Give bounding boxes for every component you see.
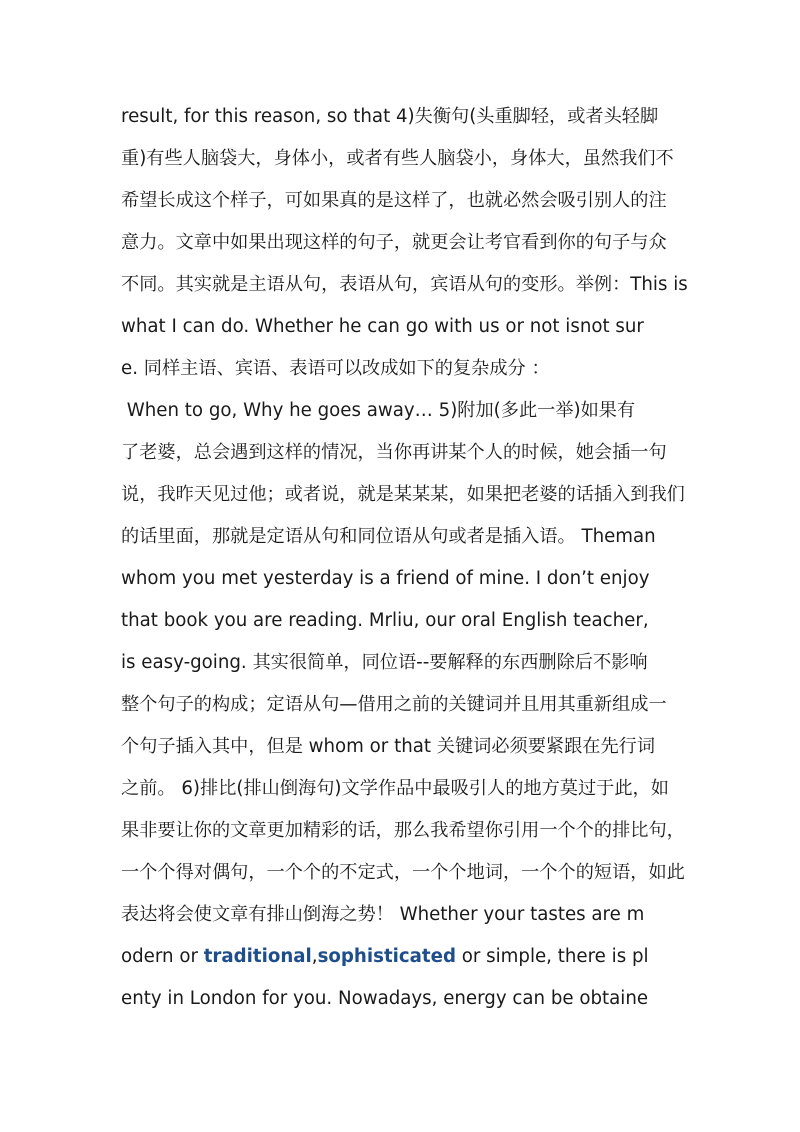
text-line (121, 732, 655, 762)
text-line (121, 228, 667, 258)
line-text: 整个句子的构成；定语从句—借用之前的关键词并且用其重新组成一 (121, 694, 667, 715)
text-line (121, 270, 688, 300)
text-line (121, 900, 644, 930)
text-line (121, 354, 550, 384)
text-line (121, 396, 635, 426)
line-text: 的话里面，那就是定语从句和同位语从句或者是插入语。 Theman (121, 526, 656, 547)
line-text: 了老婆，总会遇到这样的情况，当你再讲某个人的时候，她会插一句 (121, 442, 667, 463)
text-line (121, 606, 649, 636)
line-text: 重)有些人脑袋大，身体小，或者有些人脑袋小，身体大，虽然我们不 (121, 148, 674, 169)
keyword-link-sophisticated[interactable]: sophisticated (317, 946, 456, 967)
line-text: 说，我昨天见过他；或者说，就是某某某，如果把老婆的话插入到我们 (121, 484, 685, 505)
text-line (121, 186, 667, 216)
line-text: 表达将会使文章有排山倒海之势！ Whether your tastes are m (121, 904, 645, 925)
text-line (121, 522, 656, 552)
line-text: 个句子插入其中，但是 whom or that 关键词必须要紧跟在先行词 (121, 736, 656, 757)
text-line (121, 480, 685, 510)
line-text: e. 同样主语、宾语、表语可以改成如下的复杂成分 ： (121, 358, 550, 379)
text-line (121, 648, 648, 678)
line-text: 希望长成这个样子，可如果真的是这样了，也就必然会吸引别人的注 (121, 190, 667, 211)
text-line (121, 144, 674, 174)
line-text: whom you met yesterday is a friend of mine. I don’t enjoy (121, 568, 650, 589)
line-text: When to go, Why he goes away… 5)附加(多此一举)如果有 (121, 400, 636, 421)
line-text: 不同。其实就是主语从句，表语从句，宾语从句的变形。举例：This is (121, 274, 688, 295)
text-line (121, 102, 658, 132)
line-text: , (311, 946, 318, 967)
text-line (121, 858, 685, 888)
text-line (121, 816, 685, 846)
line-text: 意力。文章中如果出现这样的句子，就更会让考官看到你的句子与众 (121, 232, 667, 253)
line-text: result, for this reason, so that 4)失衡句(头重脚轻，或者头轻脚 (121, 106, 659, 127)
text-line (121, 312, 644, 342)
text-line (121, 438, 667, 468)
line-text: 一个个得对偶句，一个个的不定式，一个个地词，一个个的短语，如此 (121, 862, 685, 883)
line-text: odern or (121, 946, 204, 967)
line-text: is easy-going. 其实很简单，同位语--要解释的东西删除后不影响 (121, 652, 648, 673)
line-text: 果非要让你的文章更加精彩的话，那么我希望你引用一个个的排比句， (121, 820, 685, 841)
line-text: or simple, there is pl (455, 946, 649, 967)
text-line (121, 564, 649, 594)
text-line (121, 774, 669, 804)
keyword-link-traditional[interactable]: traditional (203, 946, 312, 967)
line-text: that book you are reading. Mrliu, our oral English teacher, (121, 610, 649, 631)
text-line (121, 942, 649, 972)
line-text: 之前。 6)排比(排山倒海句)文学作品中最吸引人的地方莫过于此，如 (121, 778, 669, 799)
line-text: what I can do. Whether he can go with us or not isnot sur (121, 316, 644, 337)
text-line (121, 690, 667, 720)
text-line (121, 984, 648, 1014)
line-text: enty in London for you. Nowadays, energy can be obtaine (121, 988, 649, 1009)
